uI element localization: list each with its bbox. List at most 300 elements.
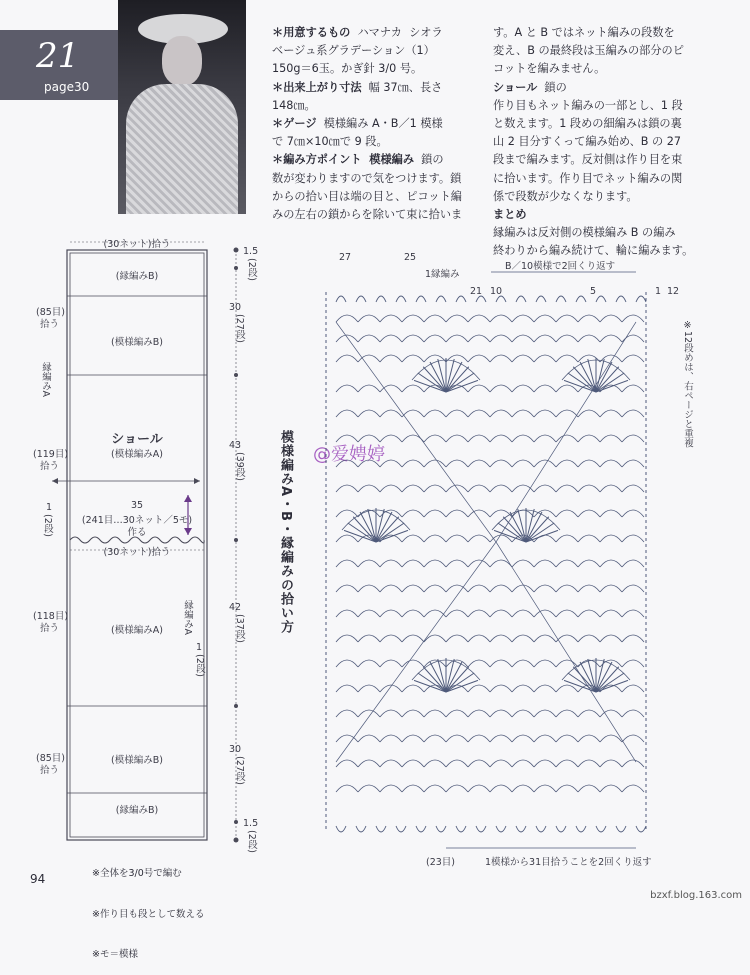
instruction-line (493, 170, 693, 188)
net-arch (600, 785, 622, 792)
schematic-notes (92, 840, 204, 975)
instruction-line (493, 42, 693, 60)
net-arch (468, 785, 490, 792)
net-arch (468, 735, 490, 742)
instruction-line (493, 224, 693, 242)
picot-top (516, 296, 526, 302)
edge-b-bottom-label: (縁編みB) (115, 805, 159, 816)
picot-bottom (596, 826, 606, 832)
crochet-chart (296, 242, 676, 862)
net-arch (468, 710, 490, 717)
net-arch (512, 610, 534, 617)
instruction-heading: まとめ (493, 208, 527, 222)
chart-bottom-count: (23目) (426, 857, 456, 868)
net-arch (556, 410, 578, 417)
net-arch (534, 710, 556, 717)
net-arch (468, 435, 490, 442)
chart-right-note: ※12段めは、右ページと重複 (682, 320, 693, 448)
net-arch (600, 410, 622, 417)
chart-num-10: 10 (490, 286, 503, 297)
picot-bottom (416, 826, 426, 832)
instruction-line (493, 206, 693, 224)
net-arch (446, 410, 468, 417)
net-arch (380, 460, 402, 467)
net-arch (534, 410, 556, 417)
net-arch (490, 385, 512, 392)
net-arch (578, 610, 600, 617)
watermark: @爱娉婷 (313, 444, 385, 465)
net-arch (490, 355, 512, 362)
net-arch (490, 610, 512, 617)
instruction-text: みの左右の鎖からを除いて束に拾いま (272, 208, 463, 222)
instruction-line (493, 151, 693, 169)
net-arch (402, 315, 424, 322)
instruction-line (272, 24, 462, 42)
net-arch (358, 610, 380, 617)
picot-bottom (556, 826, 566, 832)
net-arch (468, 610, 490, 617)
net-arch (380, 315, 402, 322)
net-arch (512, 460, 534, 467)
net-arch (358, 660, 380, 667)
net-arch (336, 660, 358, 667)
net-arch (622, 410, 644, 417)
net-arch (358, 735, 380, 742)
chart-top-label: B／10模様で2回くり返す (505, 261, 616, 272)
net-arch (358, 560, 380, 567)
net-arch (512, 710, 534, 717)
instruction-line (493, 188, 693, 206)
net-arch (468, 355, 490, 362)
net-arch (402, 735, 424, 742)
net-arch (556, 560, 578, 567)
net-arch (446, 785, 468, 792)
chart-title: 模様編みA・B・縁編みの拾い方 (278, 430, 293, 634)
instruction-text: 縁編みは反対側の模様編み B の編み (493, 226, 676, 240)
net-arch (446, 460, 468, 467)
instruction-text: 模様編み A・B／1 模様 (316, 117, 443, 131)
net-arch (336, 510, 358, 517)
net-arch (468, 485, 490, 492)
net-arch (534, 610, 556, 617)
left-85-bottom-2: 拾う (40, 765, 60, 776)
net-arch (556, 610, 578, 617)
page-reference: page30 (44, 80, 90, 94)
chart-num-21: 21 (470, 286, 483, 297)
net-arch (556, 355, 578, 362)
net-arch (556, 385, 578, 392)
net-arch (336, 560, 358, 567)
net-arch (468, 760, 490, 767)
net-arch (600, 435, 622, 442)
picot-bottom (636, 826, 646, 832)
net-arch (380, 610, 402, 617)
net-arch (622, 460, 644, 467)
net-arch (446, 335, 468, 342)
net-arch (380, 385, 402, 392)
dim-30-bottom-dan: (27段) (234, 756, 245, 786)
net-arch (622, 435, 644, 442)
net-arch (358, 635, 380, 642)
left-85-top: (85目) (36, 307, 66, 318)
instruction-text: 数が変わりますので気をつけます。鎖 (272, 171, 462, 185)
net-arch (556, 785, 578, 792)
net-arch (446, 535, 468, 542)
net-arch (512, 315, 534, 322)
net-arch (556, 535, 578, 542)
net-arch (424, 560, 446, 567)
net-arch (534, 355, 556, 362)
dim-15-bottom: 1.5 (243, 818, 259, 829)
instruction-line (272, 206, 462, 224)
instruction-line (493, 133, 693, 151)
net-arch (490, 435, 512, 442)
net-arch (490, 585, 512, 592)
net-arch (534, 385, 556, 392)
instructions-column-1 (272, 24, 462, 224)
chart-bottom-label: 1模様から31目拾うことを2回くり返す (485, 857, 652, 868)
dim-30-top-dan: (27段) (234, 314, 245, 344)
net-arch (578, 410, 600, 417)
instruction-line (272, 42, 462, 60)
net-arch (336, 610, 358, 617)
net-arch (402, 710, 424, 717)
dim-43-dan: (39段) (234, 452, 245, 482)
net-arch (622, 385, 644, 392)
net-arch (380, 660, 402, 667)
instruction-text: と数えます。1 段めの細編みは鎖の裏 (493, 117, 682, 131)
net-arch (534, 435, 556, 442)
net-arch (490, 760, 512, 767)
picot-top (536, 296, 546, 302)
dim-30-top: 30 (229, 302, 242, 313)
net-arch (446, 560, 468, 567)
net-arch (446, 435, 468, 442)
net-arch (490, 735, 512, 742)
net-arch (512, 485, 534, 492)
net-arch (402, 785, 424, 792)
instruction-heading: ＊編み方ポイント 模様編み (272, 153, 415, 167)
pattern-number-tab (0, 30, 118, 100)
net-arch (358, 355, 380, 362)
left-118: (118目) (33, 611, 69, 622)
net-arch (534, 560, 556, 567)
instruction-line (493, 79, 693, 97)
left-118-2: 拾う (40, 623, 60, 634)
net-arch (534, 735, 556, 742)
net-arch (534, 760, 556, 767)
net-arch (534, 485, 556, 492)
note-2: ※作り目も段として数える (92, 908, 205, 920)
instruction-text: 係で段数が少なくなります。 (493, 189, 638, 203)
pattern-b-bottom-label: (模様編みB) (111, 755, 163, 766)
net-arch (336, 585, 358, 592)
net-arch (578, 735, 600, 742)
net-arch (512, 685, 534, 692)
left-edge-a: 縁編みA (40, 362, 51, 397)
net-arch (512, 785, 534, 792)
net-arch (402, 585, 424, 592)
net-arch (490, 685, 512, 692)
dim-42-dan: (37段) (234, 614, 245, 644)
net-arch (468, 410, 490, 417)
note-1: ※全体を3/0号で編む (92, 868, 182, 879)
chart-side-chain (326, 292, 646, 832)
net-arch (358, 685, 380, 692)
right-2dan: (2段) (194, 654, 205, 677)
instruction-text: 段まで編みます。反対側は作り目を束 (493, 153, 683, 167)
net-arch (512, 335, 534, 342)
net-arch (358, 410, 380, 417)
net-arch (336, 435, 358, 442)
dim-42: 42 (229, 602, 242, 613)
net-arch (578, 635, 600, 642)
instruction-heading: ＊用意するもの (272, 26, 351, 39)
net-arch (380, 335, 402, 342)
net-arch (490, 635, 512, 642)
net-arch (578, 485, 600, 492)
picot-bottom (396, 826, 406, 832)
net-arch (556, 710, 578, 717)
picot-bottom (376, 826, 386, 832)
net-arch (402, 510, 424, 517)
net-arch (380, 355, 402, 362)
picot-top (376, 296, 386, 302)
net-arch (468, 660, 490, 667)
net-arch (512, 660, 534, 667)
net-arch (556, 585, 578, 592)
net-arch (424, 535, 446, 542)
net-arch (490, 460, 512, 467)
net-arch (512, 760, 534, 767)
net-arch (402, 460, 424, 467)
net-arch (358, 315, 380, 322)
picot-top (436, 296, 446, 302)
net-arch (490, 785, 512, 792)
net-arch (424, 760, 446, 767)
pattern-number: 21 (36, 36, 80, 76)
picot-bottom (436, 826, 446, 832)
net-arch (490, 710, 512, 717)
net-arch (336, 315, 358, 322)
net-arch (600, 335, 622, 342)
net-arch (512, 385, 534, 392)
net-arch (358, 385, 380, 392)
pattern-a-bottom-label: (模様編みA) (111, 625, 163, 636)
net-arch (402, 685, 424, 692)
face-shape (162, 36, 202, 86)
chart-num-25: 25 (404, 252, 417, 263)
net-arch (446, 315, 468, 322)
net-arch (380, 735, 402, 742)
net-arch (512, 635, 534, 642)
instruction-text: ハマナカ シオラ (350, 26, 443, 39)
picot-bottom (336, 826, 346, 832)
net-arch (358, 710, 380, 717)
net-arch (380, 760, 402, 767)
instruction-text: 鎖の (414, 153, 444, 167)
picot-bottom (456, 826, 466, 832)
net-arch (424, 710, 446, 717)
instruction-text: 山 2 目分すくって編み始め、B の 27 (493, 135, 682, 149)
instruction-text: 作り目もネット編みの一部とし、1 段 (493, 98, 683, 112)
right-1: 1 (196, 642, 203, 653)
net-arch (556, 460, 578, 467)
net-arch (424, 585, 446, 592)
net-arch (490, 410, 512, 417)
chart-num-5: 5 (590, 286, 597, 297)
net-arch (336, 355, 358, 362)
net-arch (556, 485, 578, 492)
picot-bottom (516, 826, 526, 832)
net-arch (402, 355, 424, 362)
net-arch (490, 315, 512, 322)
net-arch (600, 510, 622, 517)
net-arch (622, 560, 644, 567)
net-arch (358, 335, 380, 342)
net-arch (424, 355, 446, 362)
net-arch (424, 785, 446, 792)
net-arch (622, 610, 644, 617)
top-pick-label: (30ネット)拾う (103, 239, 171, 250)
instruction-line (493, 115, 693, 133)
picot-top (336, 296, 346, 302)
net-arch (556, 435, 578, 442)
net-arch (556, 685, 578, 692)
net-arch (490, 485, 512, 492)
net-arch (622, 660, 644, 667)
net-arch (336, 385, 358, 392)
picot-top (356, 296, 366, 302)
pattern-a-top-label: (模様編みA) (111, 449, 163, 460)
net-arch (556, 510, 578, 517)
net-arch (490, 660, 512, 667)
net-arch (556, 735, 578, 742)
shawl-shape (126, 84, 238, 214)
chart-top-label-right: 1縁編み (425, 269, 460, 280)
net-arch (578, 760, 600, 767)
site-credit: bzxf.blog.163.com (650, 890, 742, 901)
net-arch (622, 760, 644, 767)
picot-bottom (616, 826, 626, 832)
net-arch (424, 510, 446, 517)
net-arch (446, 760, 468, 767)
net-arch (336, 335, 358, 342)
net-arch (402, 610, 424, 617)
net-arch (402, 535, 424, 542)
net-arch (512, 560, 534, 567)
net-arch (336, 410, 358, 417)
edge-b-top-label: (縁編みB) (115, 271, 159, 282)
picot-top (396, 296, 406, 302)
net-arch (600, 535, 622, 542)
instruction-text: ベージュ系グラデーション（1） (272, 44, 435, 58)
left-119-2: 拾う (40, 461, 60, 472)
picot-top (596, 296, 606, 302)
net-arch (402, 335, 424, 342)
net-arch (424, 485, 446, 492)
net-arch (512, 410, 534, 417)
page-number: 94 (30, 872, 46, 886)
net-arch (424, 410, 446, 417)
net-arch (402, 560, 424, 567)
net-arch (402, 385, 424, 392)
net-arch (534, 785, 556, 792)
net-arch (424, 335, 446, 342)
instruction-heading: ＊ゲージ (272, 117, 317, 131)
net-arch (380, 585, 402, 592)
net-arch (468, 460, 490, 467)
net-arch (468, 585, 490, 592)
mid-pick-label: (30ネット)拾う (103, 547, 171, 558)
foundation-label: (241目…30ネット／5モ) (81, 515, 193, 526)
net-arch (358, 585, 380, 592)
net-arch (402, 485, 424, 492)
net-arch (380, 635, 402, 642)
picot-top (416, 296, 426, 302)
net-arch (600, 485, 622, 492)
net-arch (380, 485, 402, 492)
model-photo (118, 0, 246, 214)
net-arch (600, 760, 622, 767)
net-arch (600, 635, 622, 642)
net-arch (358, 435, 380, 442)
net-arch (622, 510, 644, 517)
dim-15-bottom-dan: (2段) (246, 830, 257, 853)
net-arch (358, 485, 380, 492)
net-arch (358, 460, 380, 467)
net-arch (490, 335, 512, 342)
note-3: ※モ＝模様 (92, 949, 138, 960)
net-arch (578, 435, 600, 442)
net-arch (578, 535, 600, 542)
net-arch (446, 710, 468, 717)
net-arch (358, 785, 380, 792)
instruction-line (272, 133, 462, 151)
instruction-line (272, 188, 462, 206)
instructions-column-2 (493, 24, 693, 261)
net-arch (578, 510, 600, 517)
net-arch (622, 635, 644, 642)
net-arch (402, 660, 424, 667)
net-arch (622, 785, 644, 792)
dim-30-bottom: 30 (229, 744, 242, 755)
instruction-line (272, 170, 462, 188)
left-85-top-2: 拾う (40, 319, 60, 330)
net-arch (336, 635, 358, 642)
net-arch (534, 635, 556, 642)
picot-bottom (356, 826, 366, 832)
net-arch (578, 560, 600, 567)
net-arch (446, 610, 468, 617)
net-arch (622, 355, 644, 362)
instruction-heading: ＊出来上がり寸法 (272, 80, 362, 94)
instruction-text: 終わりから編み続けて、輪に編みます。 (493, 244, 694, 258)
instruction-text: に拾います。作り目でネット編みの関 (493, 171, 683, 185)
net-arch (490, 510, 512, 517)
left-119: (119目) (33, 449, 69, 460)
width-cm-label: 35 (130, 500, 144, 511)
net-arch (358, 760, 380, 767)
net-arch (578, 785, 600, 792)
picot-top (576, 296, 586, 302)
net-arch (622, 685, 644, 692)
net-arch (556, 760, 578, 767)
net-arch (512, 435, 534, 442)
dim-15-top: 1.5 (243, 246, 259, 257)
picot-bottom (476, 826, 486, 832)
net-arch (468, 385, 490, 392)
